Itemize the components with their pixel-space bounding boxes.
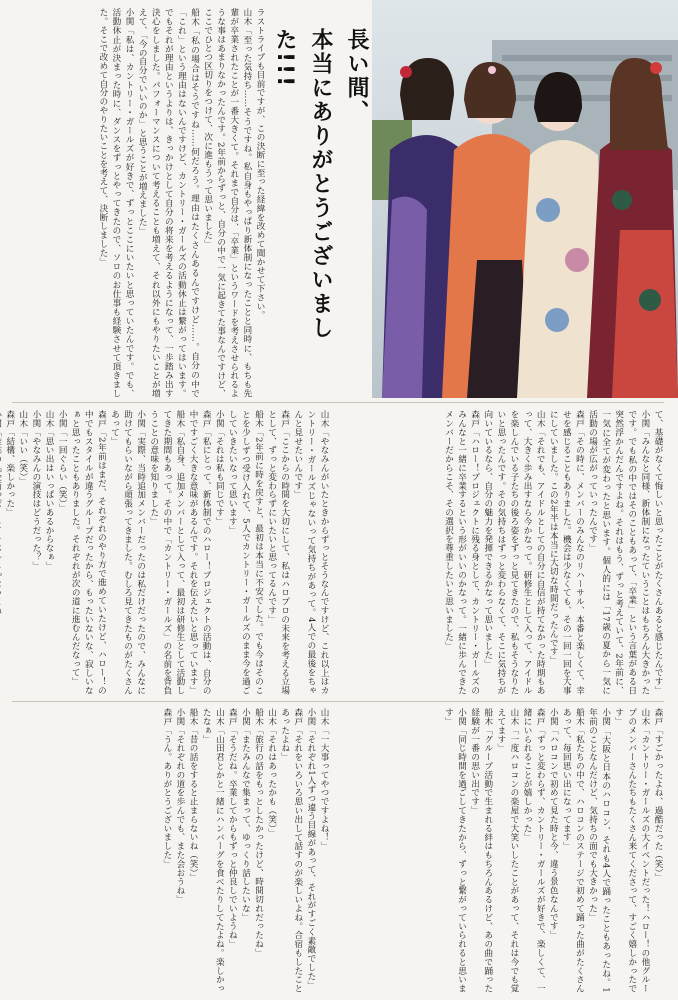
interview-paragraph: 森戸「それをいろいろ思い出して話すのが楽しいよね。合宿もしたことあったよね」 [279,708,303,993]
interview-paragraph: 船木「私たちの中で、ハロコンのステージで初めて踊った曲がたくさんあって、毎回思い出になってます」 [561,708,585,993]
interview-paragraph: 小関「一回ぐらい（笑）」 [57,410,68,513]
interview-paragraph: 山木「やなみんがいたときからずっとそうなんですけど、これ以上はカントリー・ガールズじゃないって気持ちがあって。4人での最後をちゃんと見せたいんです」 [292,410,329,695]
interview-paragraph: 森戸「すごかったよね、過酷だった（笑）」 [653,708,663,882]
interview-paragraph: 森戸「結構、楽しかった」 [4,410,15,517]
interview-paragraph: 山木「それでも、アイドルとしての自分に自信が持てなかった時期もあって、大きく歩み出すなら今かなって。研修生として入って、アイドルを楽しんでいる子たちの後ろ姿をずっと見てきたので、私もそうなりたいと思ったんです。その気持ちはずっと変わらなくて、そこに気持ちが向いているなら、自分の魅力を発揮できるかなって思いました」 [482,410,546,695]
divider [12,701,664,702]
group-photo [372,0,678,398]
interview-paragraph: 山木「思い出はいっぱいあるからなぁ」 [44,410,55,571]
interview-paragraph: 森戸「私にとって、新体制でのハロー！プロジェクトの活動は、自分の中ですごく大きな意味があるんです。それを伝えたいと思っています」 [188,410,212,695]
intro-paragraph: 小関「私は、カントリー・ガールズが好きで、ずっとここにいたいと思っていたんです。でも、活動休止が決まった時に、ダンスをずっとやってきたので、ソロのお仕事も経験させて頂きました。そこで改めて自分のやりたいことを考えて、決断しました」 [97,8,135,398]
group-photo-illustration [372,0,678,398]
interview-paragraph: 小関「実際、当時追加メンバーだったのは私だけだったので、みんなに助けてもらいながら頑張ってきました。むしろ見てきたものがたくさんあって」 [109,410,146,695]
intro-paragraph: 船木「私の場合はそうですね……何だろう。理由はたくさんあるんですけど……。自分の中で「これ」という理由はないんですけど、カントリー・ガールズの活動休止は繋がってはいます。でもそれが理由というよりは、きっかけとして自分の将来を考えるようになって、一歩踏み出す決心をしました。パフォーマンスについて考えることも増えて、それ以外にもやりたいことが増えて、「今の自分でいいのか」と思うことが増えました」 [137,8,200,398]
interview-paragraph: 森戸「2年前はまだ、それぞれのやり方で進めていたけど、ハロー！の中でもスタイルが違うグループだったから、もったいないな、寂しいなぁと思ったこともありました。それぞれが次の道に進むんだなって」 [70,410,107,695]
headline [272,28,374,368]
intro-paragraph: 山木「至った気持ち……そうですね。私自身もやっぱり新体制になったことと同時に、もちも先輩が卒業されたことが一番大きくて。それまで自分は、「卒業」というワードを考えさせられるような事はあまりなかったんです。2年前からずっと、自分の中で一気に起きてた事なんですけど、ここでひとつ区切りをつけて、次に進もうって思いました」 [202,8,252,398]
headline-line-2: 本当にありがとうございました!!! [272,28,333,340]
intro-text-block [18,8,266,398]
interview-paragraph: 山木「一度ハロコンの楽屋で大笑いしたことがあって、それは今でも覚えてます」 [495,708,519,993]
intro-paragraph: ラストライブも目前ですが、この決断に至った経緯を改めて聞かせて下さい。 [255,8,265,320]
interview-paragraph: て、基礎がなくて悔しいと思ったことがたくさんあると感じたんです」 [653,410,663,695]
interview-paragraph: 森戸「その時に、メンバーのみんなのリハーサル、本番と楽しくて、幸せを感じることもありました。機会は少なくても、その一回一回を大事にしていました。この2年半は本当に大切な時間だったんです」 [548,410,585,695]
interview-paragraph: 小関「やなみんの演技はどうだった？」 [30,410,41,571]
divider [12,402,664,403]
interview-paragraph: 森戸「ハロー！プロジェクトに残る身として、カントリー・ガールズのみんなと一緒に卒業するという形がいいのかなって。一緒に歩んできたメンバーだからこそ、その選択を尊重したいと思いました」 [443,410,480,695]
interview-column-bottom-left [12,708,330,993]
interview-paragraph: 小関「みんなと同様、新体制になったていうことはもちろん大きかったです。でも私の中ではそのこともあって、「卒業」という言葉がある日突然浮かんだんですよね。それはもう、ずっと考えていて、2年前に、一気に全てが変わったと思います。個人的には「17歳の夏から一気に活動の場が広がっていったんです」 [587,410,650,695]
interview-paragraph: 船木「グループ活動で生まれる絆はもちろんあるけど、あの曲で踊った経験が一番の思い出です」 [469,708,493,993]
interview-column-bottom-right [346,708,664,993]
interview-paragraph: 山木「カントリー・ガールズの大イベントだった！ハロー！の他グループのメンバーさんたちもたくさん来てくださって、すごく嬉しかったです」 [613,708,650,993]
interview-paragraph: 山木「一大事ってやつですよね！」 [319,708,329,851]
interview-paragraph: 山木「山田君とかと一緒にハンバーグを食べたりしてたよね。楽しかったなぁ」 [201,708,225,993]
interview-paragraph: 森戸「そうだね。卒業してからもずっと仲良しでいようね」 [227,708,238,949]
interview-paragraph: 小関「同じ時間を過ごしてきたから、ずっと繋がっていられると思います」 [443,708,467,993]
interview-paragraph: 森戸「うん。ありがとうございました」 [161,708,172,869]
interview-paragraph: 船木「私自身、追加メンバーとして入って、最初は研修生として活動してきた期間もあって。その中で「カントリー・ガールズ」の名前を背負うことの意味を知りました」 [148,410,185,695]
interview-paragraph: 小関「それぞれの道を歩んでも、また会おうね」 [174,708,185,904]
interview-paragraph: 小関「ハロコンで初めて見た時と今、違う景色なんです」 [548,708,559,940]
interview-paragraph: 小関「それぞれ1人ずつ違う目線があって、それがすごく素敵でした」 [305,708,316,990]
interview-paragraph: 森戸「ここからの時間を大切にして、私はハロプロの未来を考える立場として、ずっと変わらずにいたいと思ってるんです」 [266,410,290,695]
interview-paragraph: 船木「2年前に時を戻すと、最初は本当に不安でした。でも今はそのことを少しずつ受け入れて、5人でカントリー・ガールズのまま今を過ごしていきたいなって思います」 [227,410,264,695]
interview-column-middle-left [4,410,330,695]
interview-paragraph: 船木「旅行の話をもっとしたかったけど、時間切れだったね」 [253,708,264,958]
headline-line-1: 長い間、 [344,28,369,124]
interview-paragraph: 森戸「ずっと変わらず、カントリー・ガールズが好きで、楽しくて、一緒にいられることが嬉しかった」 [522,708,546,993]
interview-paragraph: 船木「昔の話をすると止まらないね（笑）」 [188,708,199,882]
interview-paragraph: 小関「またみんなで集まって、ゆっくり話したいな」 [240,708,251,922]
interview-paragraph [0,410,3,695]
interview-paragraph: 山木「いい（笑）」 [17,410,28,486]
interview-paragraph: 小関「大阪と日本のハロコン、それも4人で踊ったこともあったね。1年前のことなんだけど、気持ちの面でも大きかった」 [587,708,611,993]
interview-paragraph: 山木「それはあったかも（笑）」 [266,708,277,838]
interview-column-middle-right [346,410,664,695]
interview-paragraph: 小関「それは私も同じです」 [214,410,225,526]
